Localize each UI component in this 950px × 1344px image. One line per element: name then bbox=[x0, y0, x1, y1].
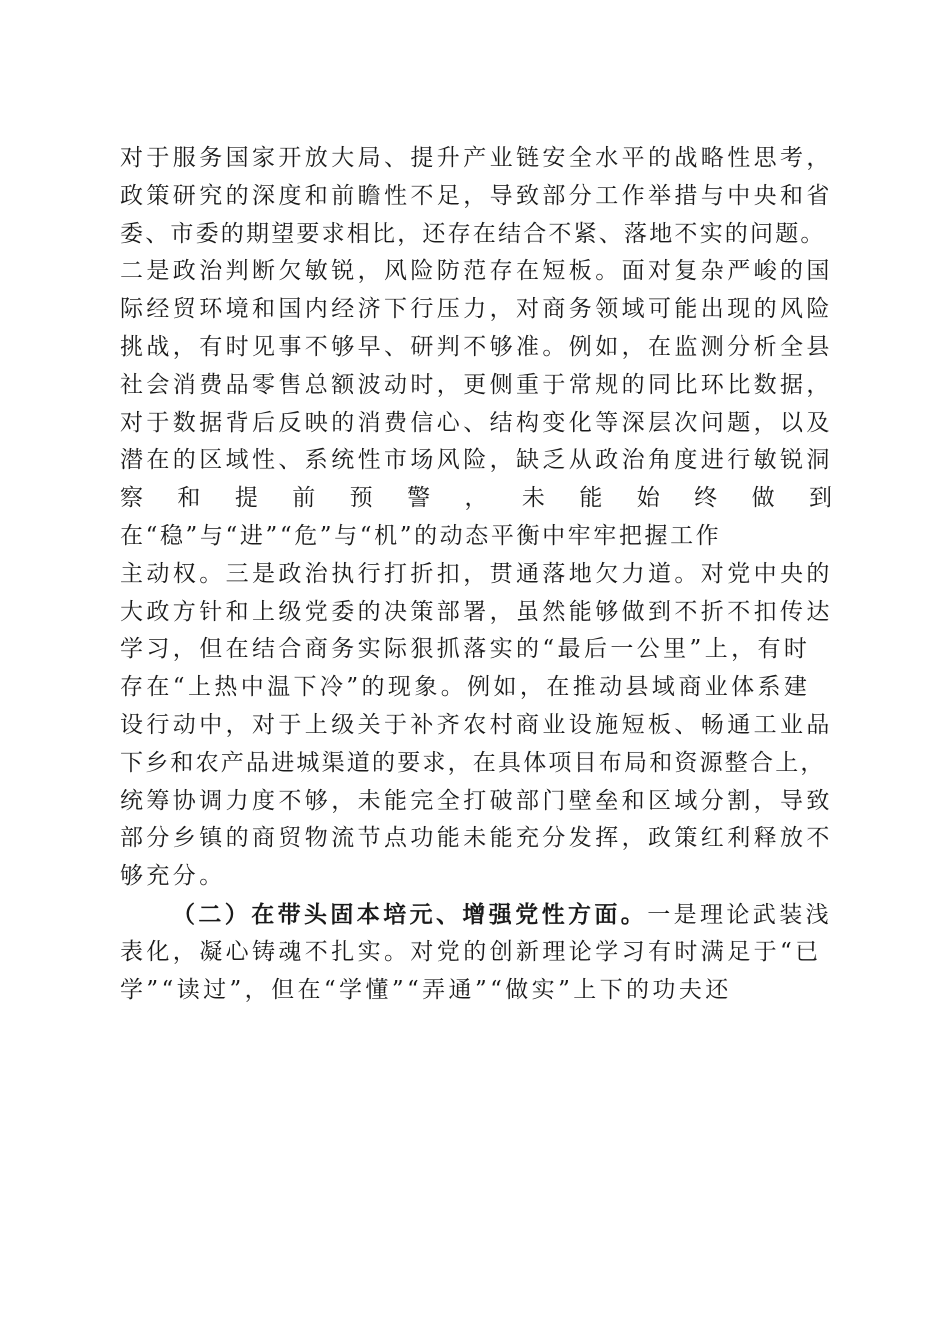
text-line: 下乡和农产品进城渠道的要求，在具体项目布局和资源整合上， bbox=[120, 749, 826, 776]
text-line: 对于数据背后反映的消费信心、结构变化等深层次问题，以及 bbox=[120, 409, 833, 436]
text-line: 委、市委的期望要求相比，还存在结合不紧、落地不实的问题。 bbox=[120, 220, 826, 247]
text-line: 社会消费品零售总额波动时，更侧重于常规的同比环比数据， bbox=[120, 371, 833, 398]
text-line: 设行动中，对于上级关于补齐农村商业设施短板、畅通工业品 bbox=[120, 711, 833, 738]
text-line-spaced: 察 和 提 前 预 警 ， 未 能 始 终 做 到 bbox=[120, 485, 832, 512]
text-line: 学习，但在结合商务实际狠抓落实的“最后一公里”上，有时 bbox=[120, 636, 811, 663]
document-body bbox=[120, 140, 832, 1009]
text-line: 政策研究的深度和前瞻性不足，导致部分工作举措与中央和省 bbox=[120, 182, 833, 209]
section-heading-line bbox=[120, 896, 832, 934]
text-line: 统筹协调力度不够，未能完全打破部门壁垒和区域分割，导致 bbox=[120, 787, 833, 814]
text-line: 潜在的区域性、系统性市场风险，缺乏从政治角度进行敏锐洞 bbox=[120, 447, 833, 474]
text-line: 挑战，有时见事不够早、研判不够准。例如，在监测分析全县 bbox=[120, 333, 833, 360]
text-line: 够充分。 bbox=[120, 863, 226, 890]
text-line: 际经贸环境和国内经济下行压力，对商务领域可能出现的风险 bbox=[120, 296, 833, 323]
text-line: 二是政治判断欠敏锐，风险防范存在短板。面对复杂严峻的国 bbox=[120, 258, 833, 285]
text-line: 大政方针和上级党委的决策部署，虽然能够做到不折不扣传达 bbox=[120, 598, 833, 625]
text-line: 主动权。三是政治执行打折扣，贯通落地欠力道。对党中央的 bbox=[120, 560, 833, 587]
text-line: 存在“上热中温下冷”的现象。例如，在推动县域商业体系建 bbox=[120, 674, 811, 701]
text-line: 表化，凝心铸魂不扎实。对党的创新理论学习有时满足于“已 bbox=[120, 938, 822, 965]
text-line: 部分乡镇的商贸物流节点功能未能充分发挥，政策红利释放不 bbox=[120, 825, 833, 852]
text-line: 学”“读过”，但在“学懂”“弄通”“做实”上下的功夫还 bbox=[120, 976, 732, 1003]
text-line: 对于服务国家开放大局、提升产业链安全水平的战略性思考， bbox=[120, 145, 833, 171]
text-line: 在“稳”与“进”“危”与“机”的动态平衡中牢牢把握工作 bbox=[120, 522, 722, 549]
section-heading: （二）在带头固本培元、增强党性方面。 bbox=[172, 900, 648, 928]
section-heading-continuation: 一是理论武装浅 bbox=[647, 901, 833, 928]
